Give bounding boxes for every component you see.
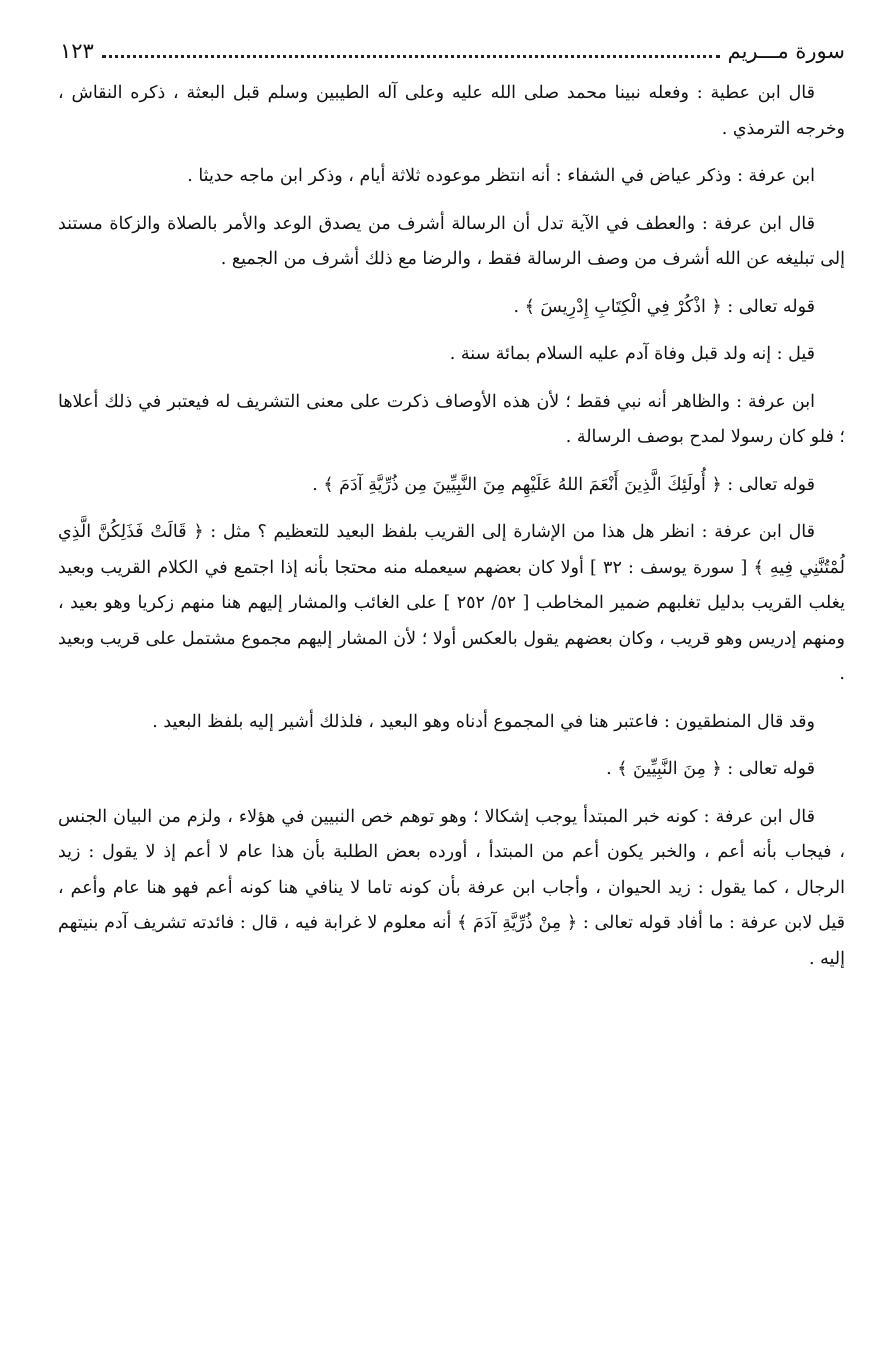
page-number: ١٢٣ [60,39,94,63]
running-header [60,34,845,68]
paragraph-ibn-atiyya: قال ابن عطية : وفعله نبينا محمد صلى الله عليه وعلى آله الطيبين وسلم قبل البعثة ، ذكره النقاش ، وخرجه الترمذي . [58,83,845,139]
paragraph-mantiqiyyun: وقد قال المنطقيون : فاعتبر هنا في المجموع أدناه وهو البعيد ، فلذلك أشير إليه بلفظ البعيد . [152,711,815,732]
verse-min-annabiyyin: قوله تعالى : ﴿ مِنَ النَّبِيِّينَ ﴾ . [606,759,815,779]
paragraph-iyad-shifa: ابن عرفة : وذكر عياض في الشفاء : أنه انتظر موعوده ثلاثة أيام ، وذكر ابن ماجه حديثا . [187,166,815,186]
paragraph-ishara-qarib: قال ابن عرفة : انظر هل هذا من الإشارة إلى القريب بلفظ البعيد للتعظيم ؟ مثل : ﴿ قَالَتْ فَذَلِكُنَّ الَّذِي لُمْتُنَّنِي فِيهِ ﴾ [ سورة يوسف : ٣٢ ] أولا كان بعضهم سيعمله منه محتجا بأنه إذا اجتمع في الكلام القريب وبعيد يغلب القريب بدليل تغلبهم ضمير المخاطب [ ٥٢/ ٢٥٢ ] على الغائب والمشار إليهم هنا منهم زكريا وهو بعيد ، ومنهم إدريس وهو قريب ، وكان بعضهم يقول بالعكس أولا ؛ لأن المشار إليهم مجموع مشتمل على قريب وبعيد . [58,522,845,684]
dotted-leader [102,55,720,58]
verse-ulaika: قوله تعالى : ﴿ أُولَئِكَ الَّذِينَ أَنْعَمَ اللهُ عَلَيْهِم مِنَ النَّبِيِّينَ مِن ذُرِّيَّةِ آدَمَ ﴾ . [312,474,815,495]
paragraph-khabar-mubtada: قال ابن عرفة : كونه خبر المبتدأ يوجب إشكالا ؛ وهو توهم خص النبيين في هؤلاء ، ولزم من البيان الجنس ، فيجاب بأنه أعم ، والخبر يكون أعم من المبتدأ ، أورده بعض الطلبة بأن هذا عام لا أعم إذ لا يقول : زيد الرجال ، كما يقول : زيد الحيوان ، وأجاب ابن عرفة بأن كونه تاما لا ينافي هنا كونه أعم فهو هنا عام وأعم ، قيل لابن عرفة : ما أفاد قوله تعالى : ﴿ مِنْ ذُرِّيَّةِ آدَمَ ﴾ أنه معلوم لا غرابة فيه ، قال : فائدته تشريف آدم بنيتهم إليه . [58,806,845,969]
paragraph-atf-risala: قال ابن عرفة : والعطف في الآية تدل أن الرسالة أشرف من يصدق الوعد والأمر بالصلاة والزكاة مستند إلى تبليغه عن الله أشرف من وصف الرسالة فقط ، والرضا مع ذلك أشرف من الجميع . [58,213,845,269]
surah-title: سورة مـــريم [727,39,845,63]
paragraph-idris-birth: قيل : إنه ولد قبل وفاة آدم عليه السلام بمائة سنة . [449,344,815,364]
page-body [58,76,845,989]
verse-idris: قوله تعالى : ﴿ اذْكُرْ فِي الْكِتَابِ إِدْرِيسَ ﴾ . [513,296,815,317]
paragraph-nabi-faqat: ابن عرفة : والظاهر أنه نبي فقط ؛ لأن هذه الأوصاف ذكرت على معنى التشريف له فيعتبر في ذلك أعلاها ؛ فلو كان رسولا لمدح بوصف الرسالة . [58,391,845,447]
